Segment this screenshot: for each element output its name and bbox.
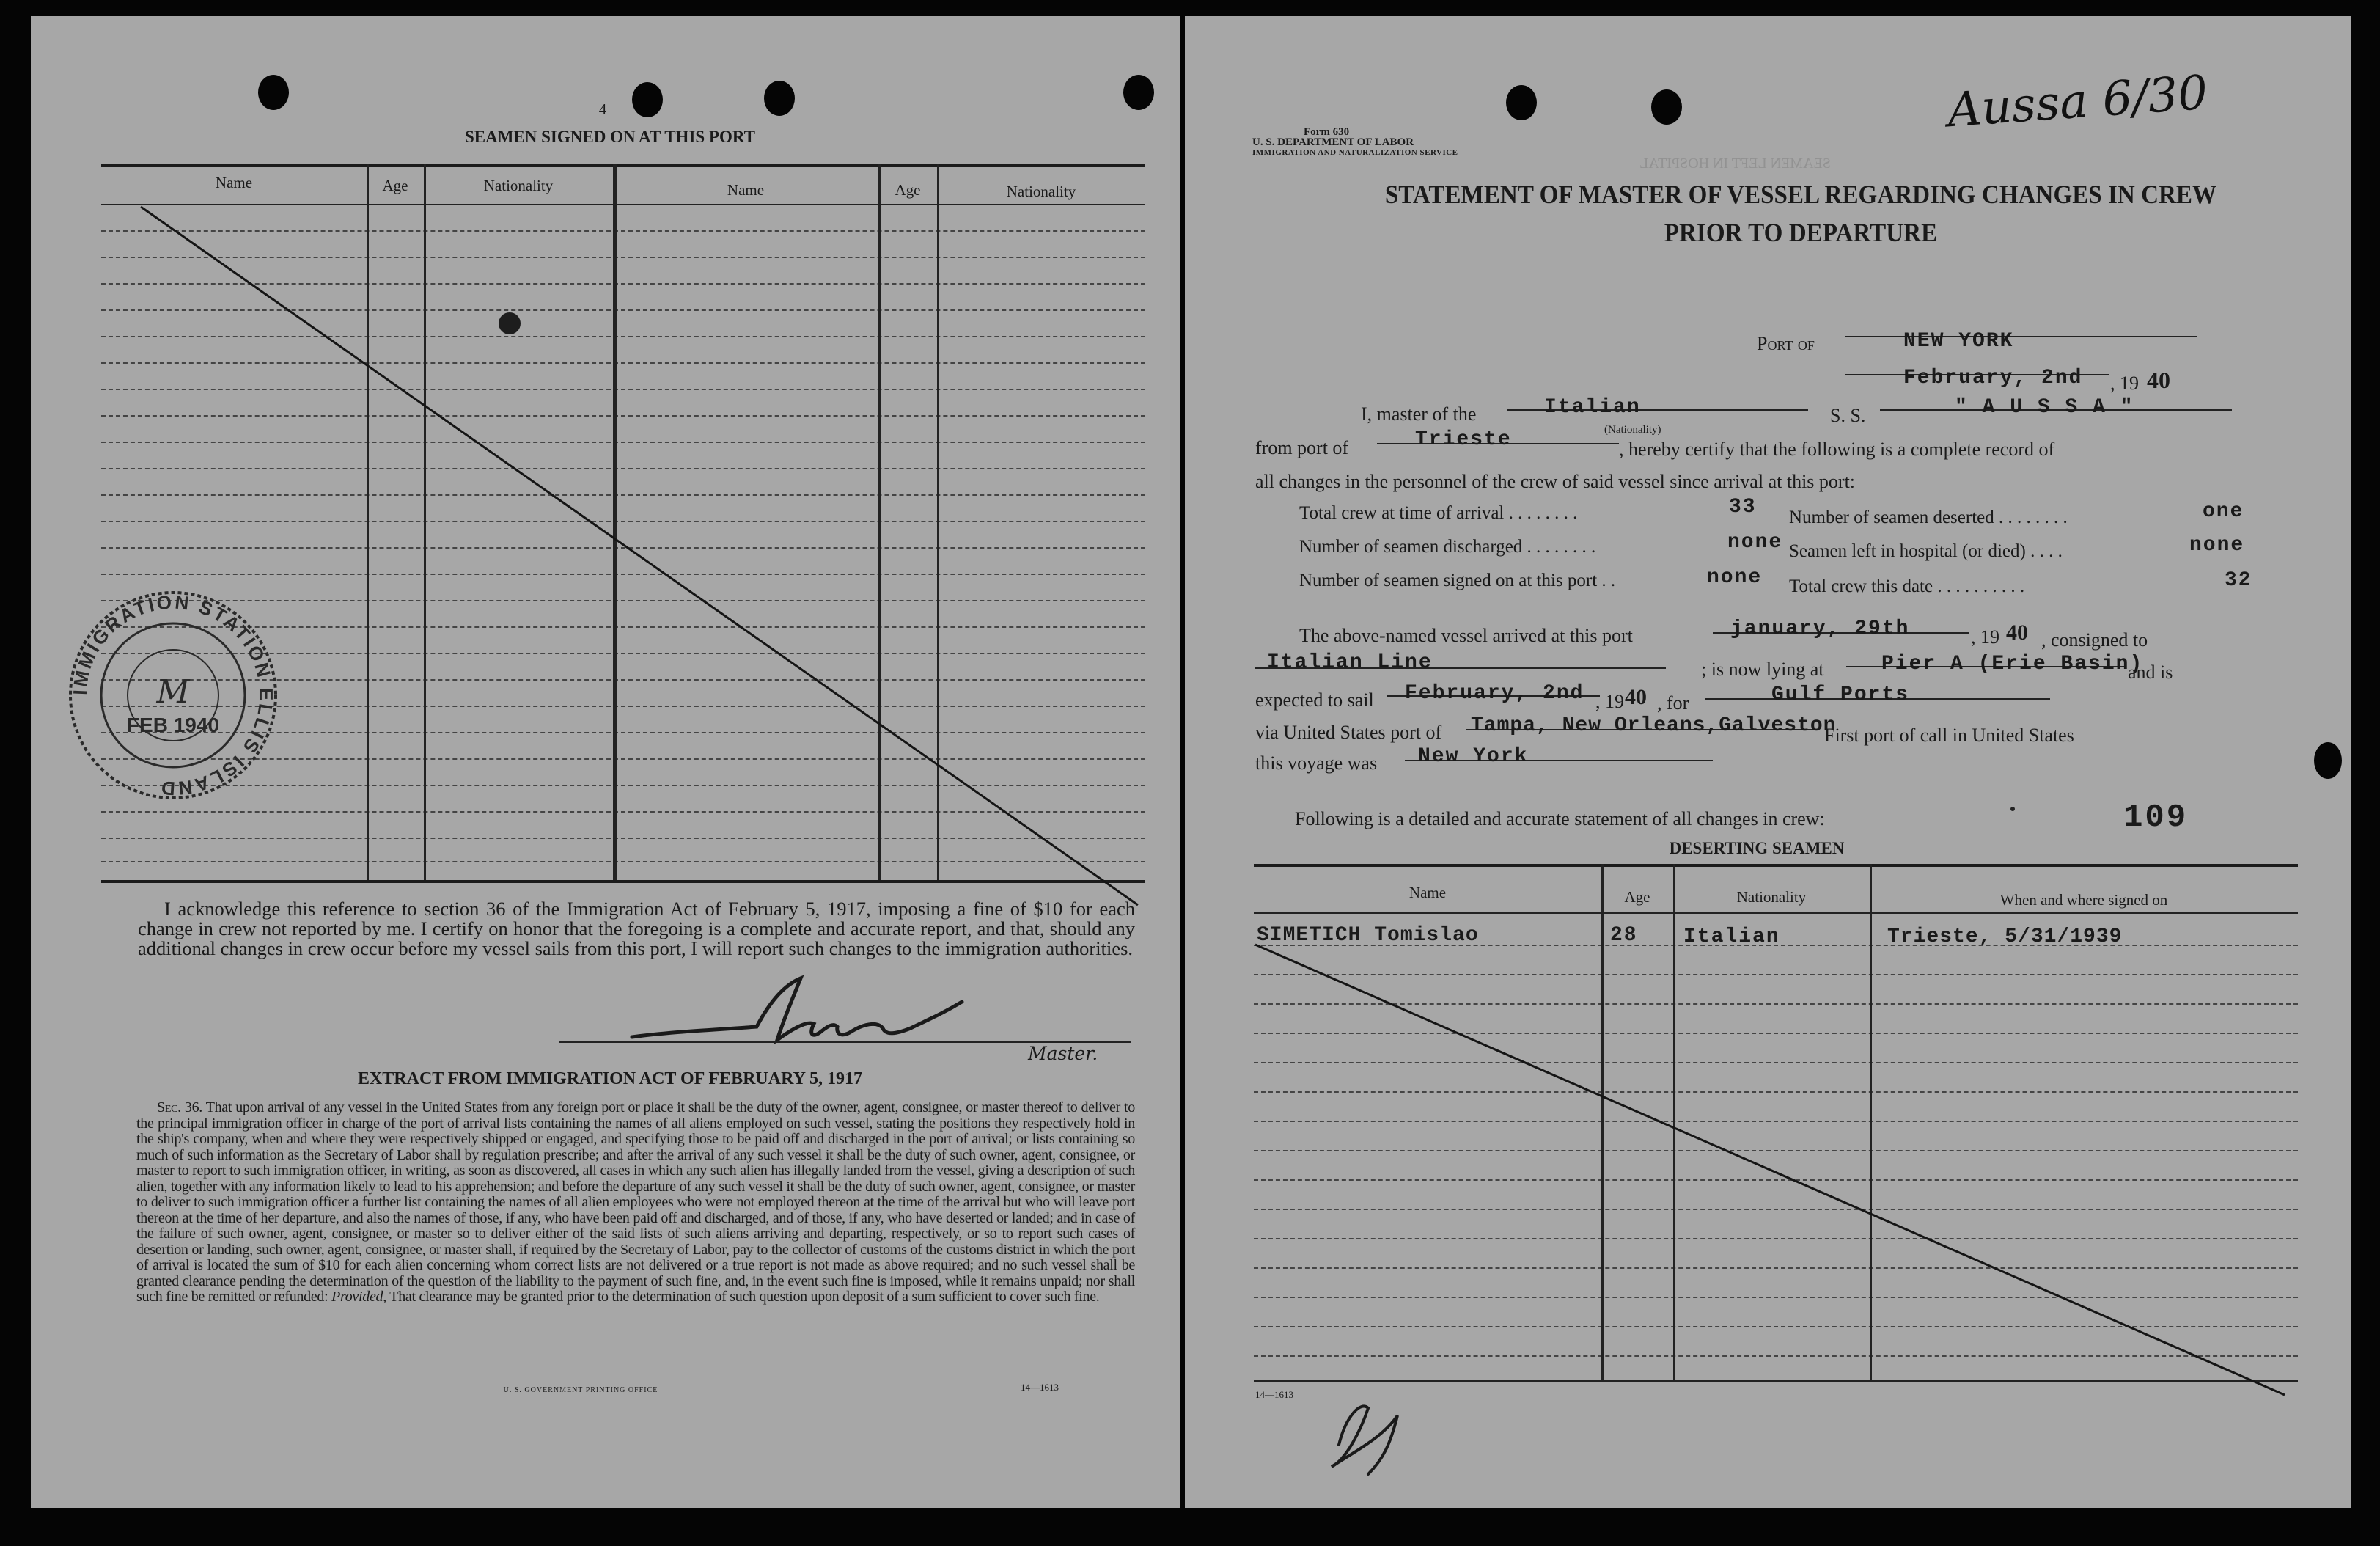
first-port-label: First port of call in United States bbox=[1824, 725, 2074, 746]
form-code-left: 14—1613 bbox=[1021, 1382, 1059, 1393]
arrived-year-value: 40 bbox=[2006, 620, 2028, 645]
voyage-label: this voyage was bbox=[1255, 752, 1378, 774]
total-crew-date-label: Total crew this date . . . . . . . . . . bbox=[1789, 576, 2025, 596]
lying-at-label: ; is now lying at bbox=[1701, 659, 1824, 680]
port-of-value: NEW YORK bbox=[1903, 330, 2014, 353]
header-name: Name bbox=[215, 174, 253, 191]
ss-label: S. S. bbox=[1830, 405, 1866, 426]
certify-line2: all changes in the personnel of the crew of said vessel since arrival at this port: bbox=[1255, 471, 1856, 492]
initials-mark bbox=[1317, 1386, 1419, 1481]
header-name: Name bbox=[1408, 884, 1447, 901]
year-prefix: , 19 bbox=[2110, 373, 2139, 394]
immigration-stamp bbox=[63, 585, 283, 805]
page-number: 4 bbox=[598, 100, 607, 118]
form-title-line1: STATEMENT OF MASTER OF VESSEL REGARDING CHANGES IN CREW bbox=[1384, 180, 2217, 209]
deserted-value: one bbox=[2203, 500, 2244, 523]
nationality-value: Italian bbox=[1544, 396, 1641, 419]
total-crew-arrival-label: Total crew at time of arrival . . . . . . . . bbox=[1299, 503, 1578, 523]
hospital-label: Seamen left in hospital (or died) . . . . bbox=[1789, 541, 2063, 561]
header-age-2: Age bbox=[895, 181, 921, 199]
consigned-label: , consigned to bbox=[2041, 629, 2148, 651]
via-ports-value: Tampa, New Orleans,Galveston bbox=[1471, 714, 1837, 737]
cancel-line bbox=[1185, 16, 2351, 1508]
header-nationality: Nationality bbox=[483, 177, 554, 194]
certify-text: , hereby certify that the following is a complete record of bbox=[1619, 439, 2055, 460]
expected-label: expected to sail bbox=[1255, 689, 1374, 711]
sail-year-prefix: , 19 bbox=[1595, 691, 1624, 712]
header-age: Age bbox=[1624, 888, 1650, 906]
total-crew-arrival-value: 33 bbox=[1729, 496, 1757, 519]
vessel-name: " A U S S A " bbox=[1955, 396, 2134, 419]
and-is-label: and is bbox=[2128, 662, 2173, 683]
header-name-2: Name bbox=[727, 181, 765, 199]
extract-body: That upon arrival of any vessel in the United States from any foreign port or place it shall be the duty of the owner, agent, consignee, or master thereof to deliver to the principal immigration officer in charge of the port of arrival lists containing the names of all aliens employed on such vessel, stating the positions they respectively hold in the ship's company, when and where they were respectively shipped or engaged, and specifying those to be paid off and discharged in the port of arrival; or lists containing so much of such information as the Secretary of Labor shall by regulation prescribe; and after the arrival of any such vessel it shall be the duty of such owner, agent, consignee, or master to report to such immigration officer, in writing, as soon as discovered, all cases in which any such alien has illegally landed from the vessel, giving a description of such alien, together with any information likely to lead to his apprehension; and before the departure of any such vessel it shall be the duty of such owner, agent, consignee, or master to deliver to such immigration officer a further list containing the names of all alien employees who were not employed thereon at the time of the arrival but who will leave port thereon at the time of her departure, and also the names of those, if any, who have been paid off and discharged, and of those, if any, who have deserted or landed; and in case of the failure of such owner, agent, consignee, or master so to deliver either of the said lists of such aliens arriving and departing, respectively, or so to report such cases of desertion or landing, such owner, agent, consignee, or master shall, if required by the Secretary of Labor, pay to the collector of customs of the customs district in which the port of arrival is located the sum of $10 for each alien concerning whom correct lists are not delivered or a true report is not made as above required; and no such vessel shall be granted clearance pending the determination of the question of the liability to the payment of such fine, and, in the event such fine is imposed, while it remains unpaid; nor shall such fine be remitted or refunded: bbox=[136, 1099, 1135, 1305]
extract-provided: Provided, bbox=[331, 1289, 386, 1305]
via-label: via United States port of bbox=[1255, 722, 1442, 743]
year-value: 40 bbox=[2147, 367, 2170, 393]
master-label: Master. bbox=[1028, 1043, 1098, 1064]
deserting-title: DESERTING SEAMEN bbox=[1669, 839, 1845, 857]
row-age: 28 bbox=[1610, 924, 1638, 947]
stamp-date: FEB 1940 bbox=[126, 714, 220, 736]
right-page bbox=[1185, 16, 2351, 1508]
left-page bbox=[31, 16, 1180, 1508]
header-signed-on: When and where signed on bbox=[1999, 891, 2168, 909]
sail-date-value: February, 2nd bbox=[1405, 682, 1584, 705]
form-number: Form 630 bbox=[1304, 126, 1350, 138]
header-age: Age bbox=[382, 177, 408, 194]
arrived-label: The above-named vessel arrived at this port bbox=[1299, 625, 1633, 646]
following-label: Following is a detailed and accurate statement of all changes in crew: bbox=[1295, 808, 1825, 829]
extract-text bbox=[136, 1100, 1135, 1305]
row-signed-on: Trieste, 5/31/1939 bbox=[1887, 926, 2123, 948]
for-label: , for bbox=[1657, 692, 1689, 714]
nationality-caption: (Nationality) bbox=[1604, 424, 1661, 436]
signed-on-label: Number of seamen signed on at this port . . bbox=[1299, 571, 1616, 590]
stamp-mark: M bbox=[156, 673, 190, 711]
master-of-label: I, master of the bbox=[1361, 403, 1477, 425]
form-code-right: 14—1613 bbox=[1255, 1389, 1293, 1400]
seamen-signed-title: SEAMEN SIGNED ON AT THIS PORT bbox=[464, 128, 756, 146]
consignee-value: Italian Line bbox=[1267, 651, 1433, 674]
arrived-year-prefix: , 19 bbox=[1971, 626, 1999, 648]
lying-at-value: Pier A (Erie Basin) bbox=[1881, 653, 2144, 675]
signed-on-value: none bbox=[1707, 566, 1763, 589]
page-count: 109 bbox=[2123, 799, 2189, 836]
handwritten-note: Aussa 6/30 bbox=[1945, 65, 2210, 139]
sail-year-value: 40 bbox=[1625, 685, 1647, 709]
bleed-through-text: SEAMEN LEFT IN HOSPITAL bbox=[1639, 155, 1831, 172]
service: IMMIGRATION AND NATURALIZATION SERVICE bbox=[1252, 148, 1458, 157]
header-nationality: Nationality bbox=[1736, 888, 1807, 906]
row-nationality: Italian bbox=[1683, 926, 1780, 948]
discharged-label: Number of seamen discharged . . . . . . . . bbox=[1299, 537, 1596, 557]
first-port-value: New York bbox=[1418, 745, 1529, 768]
extract-end: That clearance may be granted prior to the determination of such question upon deposit of a sum sufficient to cover such fine. bbox=[389, 1289, 1100, 1305]
deserted-label: Number of seamen deserted . . . . . . . . bbox=[1789, 508, 2068, 527]
hospital-value: none bbox=[2189, 534, 2245, 557]
extract-sec: Sec. 36. bbox=[157, 1099, 202, 1115]
header-nationality-2: Nationality bbox=[1006, 183, 1076, 200]
port-of-label: Port of bbox=[1757, 333, 1815, 354]
destination-value: Gulf Ports bbox=[1771, 684, 1910, 706]
from-port-value: Trieste bbox=[1415, 428, 1512, 451]
master-signature bbox=[617, 970, 984, 1058]
extract-title: EXTRACT FROM IMMIGRATION ACT OF FEBRUARY 5, 1917 bbox=[357, 1069, 863, 1088]
acknowledgement-text: I acknowledge this reference to section 36 of the Immigration Act of February 5, 1917, imposing a fine of $10 for each change in crew not reported by me. I certify on honor that the foregoing is a complete and accurate report, and that, should any additional changes in crew occur before my vessel sails from this port, I will report such changes to the immigration authorities. bbox=[138, 898, 1135, 959]
stamp-text: IMMIGRATION STATION ELLIS ISLAND bbox=[68, 590, 278, 800]
form-title-line2: PRIOR TO DEPARTURE bbox=[1664, 218, 1938, 247]
row-name: SIMETICH Tomislao bbox=[1257, 924, 1479, 947]
department: U. S. DEPARTMENT OF LABOR bbox=[1252, 136, 1414, 148]
discharged-value: none bbox=[1727, 531, 1783, 554]
arrived-date-value: january, 29th bbox=[1730, 618, 1910, 640]
total-crew-date-value: 32 bbox=[2225, 569, 2252, 592]
date-value: February, 2nd bbox=[1903, 367, 2083, 389]
from-port-label: from port of bbox=[1255, 437, 1349, 458]
printing-office: U. S. GOVERNMENT PRINTING OFFICE bbox=[503, 1386, 658, 1394]
